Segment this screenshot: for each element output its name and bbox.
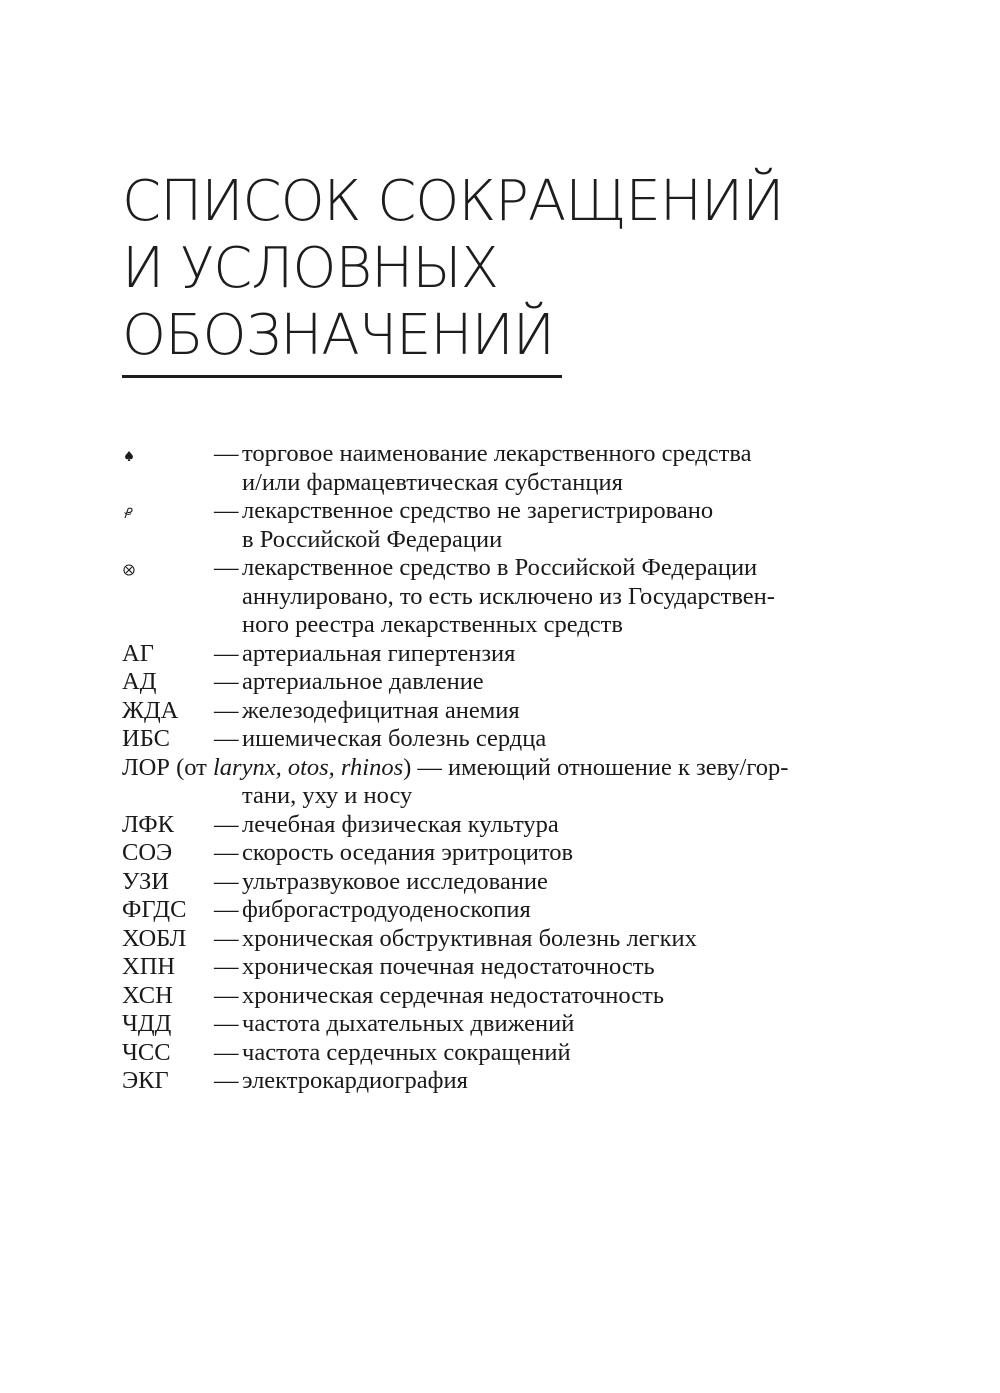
list-item: [122, 982, 866, 1011]
list-item: [122, 725, 866, 754]
definition-line: торговое наименование лекарственного средства: [242, 440, 752, 467]
dash: —: [214, 668, 239, 695]
abbreviation: ЭКГ: [122, 1067, 169, 1094]
dash: —: [214, 497, 239, 524]
dash: —: [214, 440, 239, 467]
list-item: [122, 839, 866, 868]
list-item: [122, 440, 866, 497]
dash: —: [214, 839, 239, 866]
definition: хроническая обструктивная болезнь легких: [242, 924, 697, 952]
definition: имеющий отношение к зеву/гор-: [448, 753, 789, 781]
annulled-circle-x-icon: [122, 563, 136, 577]
dash: —: [214, 867, 239, 895]
definition: лечебная физическая культура: [242, 810, 559, 838]
definition: хроническая сердечная недостаточность: [242, 981, 665, 1009]
symbol-cell: [122, 440, 214, 469]
definition: ишемическая болезнь сердца: [242, 725, 547, 752]
list-item: [122, 697, 866, 726]
dash: —: [214, 810, 239, 838]
abbreviation: ИБС: [122, 725, 170, 752]
list-item: [122, 953, 866, 982]
list-item: [122, 1039, 866, 1068]
list-item: [122, 1010, 866, 1039]
lor-prefix: (от: [176, 753, 213, 781]
definition: скорость оседания эритроцитов: [242, 839, 574, 866]
list-item: [122, 554, 866, 640]
definition: хроническая почечная недостаточность: [242, 953, 655, 980]
definition-line: лекарственное средство в Российской Федерации: [242, 554, 758, 581]
definition-line: ного реестра лекарственных средств: [242, 611, 623, 638]
list-item: [122, 896, 866, 925]
list-item: [122, 497, 866, 554]
symbol-cell: [122, 554, 214, 583]
abbreviation: ХОБЛ: [122, 924, 187, 952]
title-line-1: СПИСОК СОКРАЩЕНИЙ: [122, 169, 784, 234]
abbreviation: ЛФК: [122, 810, 174, 838]
dash: —: [214, 696, 239, 724]
definition: электрокардиография: [242, 1067, 468, 1094]
list-item: [122, 925, 866, 954]
lor-suffix: ): [403, 753, 412, 781]
lor-latin: larynx, otos, rhinos: [212, 753, 404, 781]
abbreviation: ФГДС: [122, 896, 187, 923]
abbreviation: АГ: [122, 639, 154, 667]
dash: —: [417, 753, 442, 781]
abbreviation: ЖДА: [122, 696, 179, 724]
list-item: [122, 868, 866, 897]
abbreviation: СОЭ: [122, 839, 173, 866]
definition: ультразвуковое исследование: [242, 867, 548, 895]
dash: —: [214, 639, 239, 667]
trademark-spade-icon: [122, 449, 136, 463]
abbreviation: ЛОР: [122, 753, 170, 781]
abbreviation: ЧСС: [122, 1038, 171, 1066]
definition: [242, 497, 866, 554]
title-line-3-wrap: [122, 302, 784, 378]
dash: —: [214, 953, 239, 980]
symbol-cell: [122, 497, 214, 526]
abbreviation: ХПН: [122, 953, 176, 980]
dash: —: [214, 554, 239, 581]
definition-line: лекарственное средство не зарегистрировано: [242, 497, 714, 524]
definition: [242, 440, 866, 497]
definition: частота дыхательных движений: [242, 1010, 575, 1037]
abbreviation-list: [122, 440, 866, 1096]
dash: —: [214, 896, 239, 923]
list-item: [122, 811, 866, 840]
list-item: [122, 640, 866, 669]
title-line-2: И УСЛОВНЫХ: [122, 236, 499, 301]
definition: [242, 554, 866, 640]
definition: фиброгастродуоденоскопия: [242, 896, 531, 923]
list-item-lor: [122, 754, 866, 811]
not-registered-icon: [122, 506, 136, 520]
list-item: [122, 1067, 866, 1096]
list-item: [122, 668, 866, 697]
definition: частота сердечных сокращений: [242, 1038, 571, 1066]
dash: —: [214, 1038, 239, 1066]
definition-continuation: тани, уху и носу: [242, 782, 413, 809]
abbreviation: ХСН: [122, 981, 173, 1009]
page-title: [122, 168, 784, 378]
abbreviation: УЗИ: [122, 867, 169, 895]
dash: —: [214, 981, 239, 1009]
definition-line: и/или фармацевтическая субстанция: [242, 468, 623, 496]
title-line-3: ОБОЗНАЧЕНИЙ: [122, 302, 562, 378]
abbreviation: ЧДД: [122, 1010, 172, 1037]
definition-line: аннулировано, то есть исключено из Государствен-: [242, 582, 775, 610]
definition: железодефицитная анемия: [242, 696, 520, 724]
definition: артериальное давление: [242, 668, 484, 695]
definition: артериальная гипертензия: [242, 639, 516, 667]
dash: —: [214, 725, 239, 752]
dash: —: [214, 1067, 239, 1094]
dash: —: [214, 1010, 239, 1037]
dash: —: [214, 924, 239, 952]
definition-line: в Российской Федерации: [242, 525, 503, 553]
abbreviation: АД: [122, 668, 157, 695]
